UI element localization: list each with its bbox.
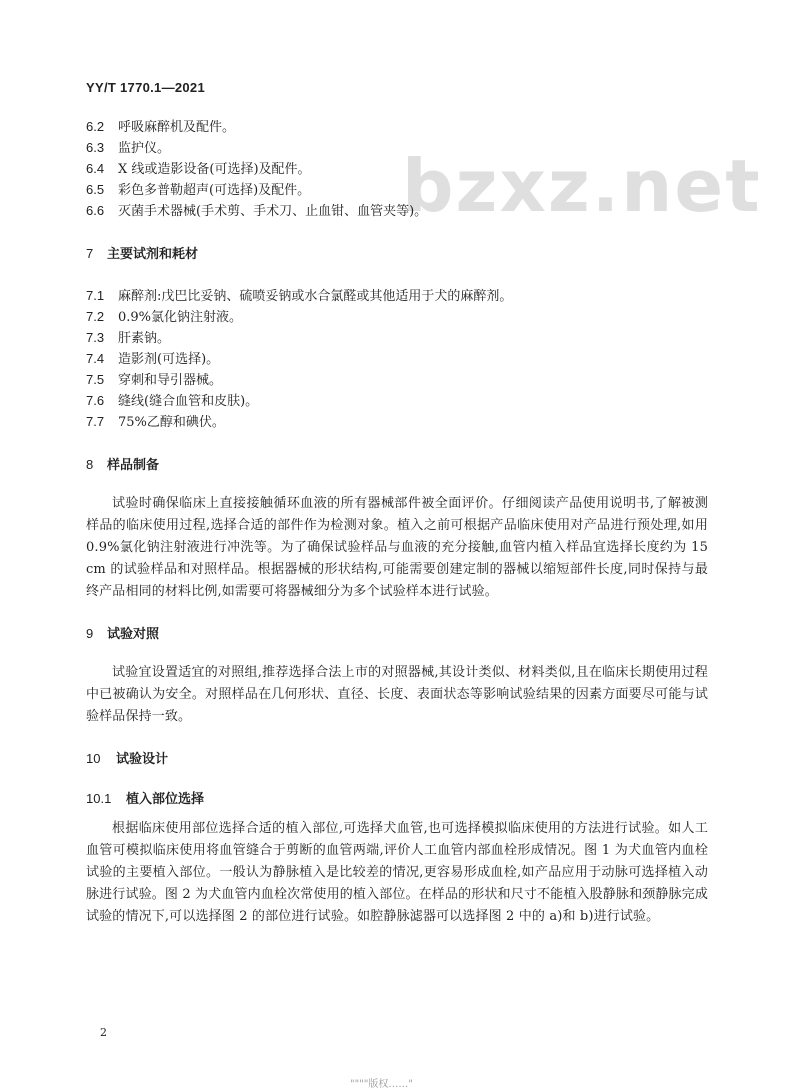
item-text: 75%乙醇和碘伏。 [118,415,225,430]
item-number: 7.7 [86,414,105,429]
watermark: bzxz.net [402,144,762,228]
item-text: 呼吸麻醉机及配件。 [118,120,236,135]
section-number: 9 [86,626,94,641]
paragraph: 试验时确保临床上直接接触循环血液的所有器械部件被全面评价。仔细阅读产品使用说明书,了解被测样品的临床使用过程,选择合适的部件作为检测对象。植入之前可根据产品临床使用对产品进行预处理,如用 0.9%氯化钠注射液进行冲洗等。为了确保试验样品与血液的充分接触,血管内植入样品宜选择长度约为 15 cm 的试验样品和对照样品。根据器械的形状结构,可能需要创建定制的器械以缩短部件长度,同时保持与最终产品相同的材料比例,如需要可将器械细分为多个试验样本进行试验。 [86,496,708,599]
item-number: 7.2 [86,309,105,324]
section-title: 主要试剂和耗材 [107,247,199,262]
item-text: 麻醉剂:戊巴比妥钠、硫喷妥钠或水合氯醛或其他适用于犬的麻醉剂。 [118,289,513,304]
footer-mark: """"版权……" [350,1079,413,1090]
item-number: 7.1 [86,288,105,303]
section-title: 试验对照 [107,627,160,642]
paragraph: 根据临床使用部位选择合适的植入部位,可选择犬血管,也可选择模拟临床使用的方法进行试验。如人工血管可模拟临床使用将血管缝合于剪断的血管两端,评价人工血管内部血栓形成情况。图 1 为犬血管内血栓试验的主要植入部位。一般认为静脉植入是比较差的情况,更容易形成血栓,如产品应用于动脉可选择植入动脉进行试验。图 2 为犬血管内血栓次常使用的植入部位。在样品的形状和尺寸不能植入股静脉和颈静脉完成试验的情况下,可以选择图 2 的部位进行试验。如腔静脉滤器可以选择图 2 中的 a)和 b)进行试验。 [86,821,708,924]
section-heading [86,244,198,265]
item-number: 6.4 [86,161,105,176]
list-item [86,117,235,138]
list-item [86,307,242,328]
list-item [86,180,310,201]
item-number: 6.5 [86,182,105,197]
item-text: 肝素钠。 [118,331,171,346]
item-number: 6.6 [86,203,105,218]
item-text: X 线或造影设备(可选择)及配件。 [118,162,311,177]
section-heading [86,455,159,476]
section-title: 样品制备 [107,458,160,473]
section-number: 8 [86,457,94,472]
item-text: 造影剂(可选择)。 [118,352,220,367]
list-item [86,370,222,391]
list-item [86,286,512,307]
item-text: 彩色多普勒超声(可选择)及配件。 [118,183,311,198]
document-code: YY/T 1770.1—2021 [86,80,205,95]
section-heading [86,749,168,770]
page-number: 2 [100,1026,107,1039]
item-number: 7.6 [86,393,105,408]
section-title: 试验设计 [116,752,169,767]
item-text: 灭菌手术器械(手术剪、手术刀、止血钳、血管夹等)。 [118,204,428,219]
item-text: 监护仪。 [118,141,171,156]
list-item [86,328,170,349]
item-number: 6.2 [86,119,105,134]
section-number: 10 [86,751,101,766]
list-item [86,159,311,180]
item-text: 缝线(缝合血管和皮肤)。 [118,394,259,409]
list-item [86,412,225,433]
list-item [86,391,258,412]
item-text: 0.9%氯化钠注射液。 [118,310,243,325]
list-item [86,201,427,222]
item-number: 6.3 [86,140,105,155]
subsection-heading [86,789,204,810]
item-number: 7.3 [86,330,105,345]
subsection-title: 植入部位选择 [126,792,205,807]
section-number: 7 [86,246,94,261]
list-item [86,349,219,370]
paragraph: 试验宜设置适宜的对照组,推荐选择合法上市的对照器械,其设计类似、材料类似,且在临床长期使用过程中已被确认为安全。对照样品在几何形状、直径、长度、表面状态等影响试验结果的因素方面要尽可能与试验样品保持一致。 [86,665,708,724]
list-item [86,138,170,159]
subsection-number: 10.1 [86,791,112,806]
item-text: 穿刺和导引器械。 [118,373,223,388]
item-number: 7.5 [86,372,105,387]
item-number: 7.4 [86,351,105,366]
section-heading [86,624,159,645]
